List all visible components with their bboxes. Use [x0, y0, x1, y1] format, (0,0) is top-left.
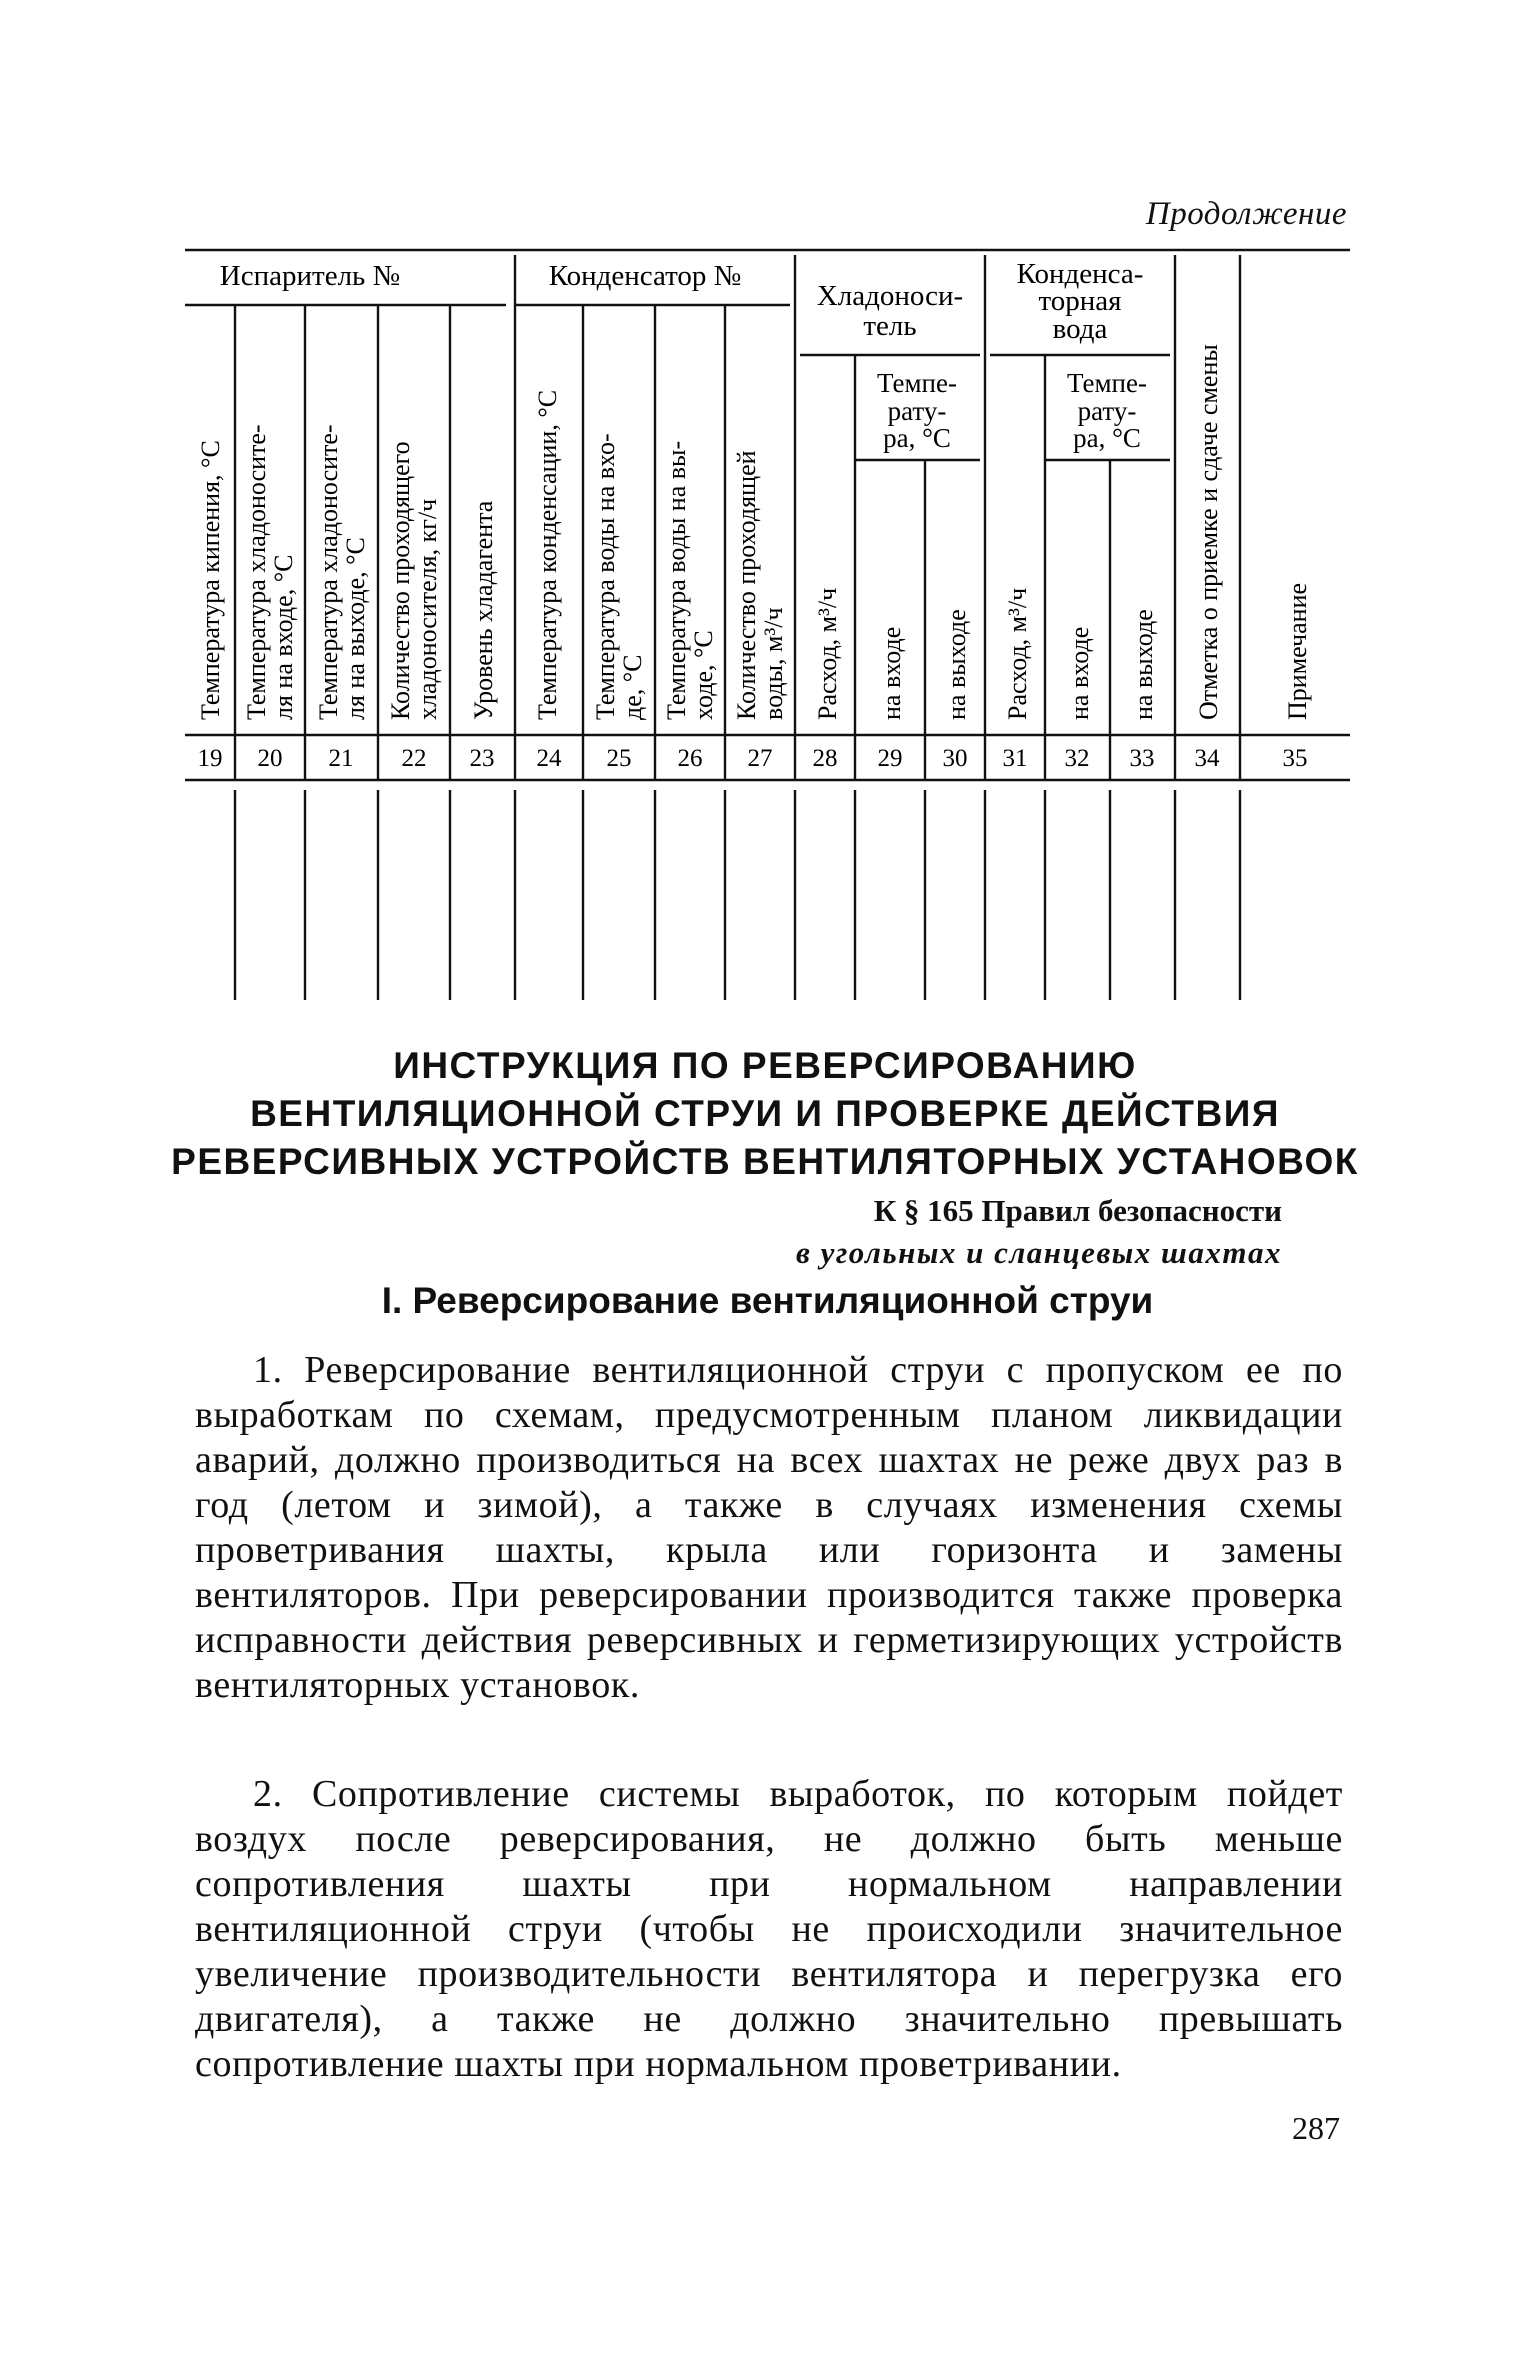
water-temp-line1: Темпе-	[1067, 368, 1147, 398]
paragraph-1: 1. Реверсирование вентиляционной струи с пропуском ее по выработкам по схемам, предусмотренным планом ликвидации аварий, должно производиться на всех шахтах не реже двух раз в год (летом и зимой), а также в случаях изменения схемы проветривания шахты, крыла или горизонта и замены вентиляторов. При реверсировании производится также проверка исправности действия реверсивных и герметизирующих устройств вентиляторных установок.	[195, 1349, 1343, 1706]
paragraph-2: 2. Сопротивление системы выработок, по которым пойдет воздух после реверсирования, не должно быть меньше сопротивления шахты при нормальном направлении вентиляционной струи (чтобы не происходили значительное увеличение производительности вентилятора и перегрузка его двигателя), а также не должно значительно превышать сопротивление шахты при нормальном проветривании.	[195, 1773, 1343, 2085]
section-title: I. Реверсирование вентиляционной струи	[381, 1280, 1154, 1321]
article-title-line-3: РЕВЕРСИВНЫХ УСТРОЙСТВ ВЕНТИЛЯТОРНЫХ УСТАНОВОК	[171, 1141, 1359, 1182]
col-number-34: 34	[1194, 745, 1220, 772]
col-number-25: 25	[606, 745, 632, 772]
col-number-28: 28	[812, 745, 838, 772]
article-title-line-2: ВЕНТИЛЯЦИОННОЙ СТРУИ И ПРОВЕРКЕ ДЕЙСТВИЯ	[250, 1093, 1280, 1134]
col-26-header-line2: ходе, °С	[689, 630, 718, 720]
rule-reference-line2: в угольных и сланцевых шахтах	[796, 1235, 1282, 1270]
col-22-header-line2: хладоносителя, кг/ч	[413, 498, 442, 720]
col-20-header-line2: ля на входе, °С	[269, 554, 298, 720]
col-31-header: Расход, м³/ч	[1003, 587, 1032, 720]
col-19-header: Температура кипения, °С	[196, 440, 225, 720]
col-number-19: 19	[197, 745, 223, 772]
group-coolant-line1: Хладоноси-	[816, 280, 964, 312]
col-number-29: 29	[877, 745, 903, 772]
col-number-20: 20	[257, 745, 283, 772]
col-number-24: 24	[536, 745, 562, 772]
col-number-26: 26	[677, 745, 703, 772]
col-25-header-line1: Температура воды на вхо-	[591, 433, 620, 720]
col-number-27: 27	[747, 745, 773, 772]
group-coolant-line2: тель	[863, 310, 917, 342]
col-27-header-line1: Количество проходящей	[732, 450, 761, 720]
col-number-32: 32	[1064, 745, 1090, 772]
col-number-31: 31	[1002, 745, 1028, 772]
col-number-21: 21	[328, 745, 354, 772]
rule-reference	[796, 1190, 1282, 1274]
col-30-header: на выходе	[942, 609, 971, 720]
col-34-header: Отметка о приемке и сдаче смены	[1194, 344, 1223, 720]
water-temp-line2: рату-	[1077, 396, 1137, 426]
col-25-header-line2: де, °С	[618, 654, 647, 720]
col-number-35: 35	[1282, 745, 1308, 772]
col-33-header: на выходе	[1129, 609, 1158, 720]
coolant-temp-line3: ра, °С	[883, 423, 951, 453]
col-number-22: 22	[401, 745, 427, 772]
col-22-header-line1: Количество проходящего	[386, 441, 415, 720]
col-number-30: 30	[942, 745, 968, 772]
col-number-33: 33	[1129, 745, 1155, 772]
rule-reference-line1: К § 165 Правил безопасности	[873, 1193, 1282, 1228]
col-number-23: 23	[469, 745, 495, 772]
col-24-header: Температура конденсации, °С	[533, 389, 562, 720]
col-21-header-line1: Температура хладоносите-	[314, 424, 343, 720]
col-29-header: на входе	[877, 626, 906, 720]
col-32-header: на входе	[1065, 626, 1094, 720]
continuation-label: Продолжение	[1145, 196, 1347, 232]
col-26-header-line1: Температура воды на вы-	[662, 440, 691, 720]
water-temp-line3: ра, °С	[1073, 423, 1141, 453]
coolant-temp-line2: рату-	[887, 396, 947, 426]
col-35-header: Примечание	[1283, 582, 1312, 720]
col-20-header-line1: Температура хладоносите-	[242, 424, 271, 720]
col-21-header-line2: ля на выходе, °С	[341, 537, 370, 720]
col-27-header-line2: воды, м³/ч	[759, 607, 788, 720]
page-number: 287	[1292, 2110, 1340, 2146]
group-water-line2: торная	[1038, 285, 1122, 317]
group-water-line1: Конденса-	[1016, 258, 1144, 290]
coolant-temp-line1: Темпе-	[877, 368, 957, 398]
group-condenser: Конденсатор №	[548, 260, 742, 292]
col-28-header: Расход, м³/ч	[813, 587, 842, 720]
col-23-header: Уровень хладагента	[469, 500, 498, 720]
article-title-line-1: ИНСТРУКЦИЯ ПО РЕВЕРСИРОВАНИЮ	[393, 1045, 1137, 1086]
data-table	[0, 0, 1535, 1010]
group-evaporator: Испаритель №	[219, 260, 401, 292]
group-water-line3: вода	[1052, 313, 1108, 345]
